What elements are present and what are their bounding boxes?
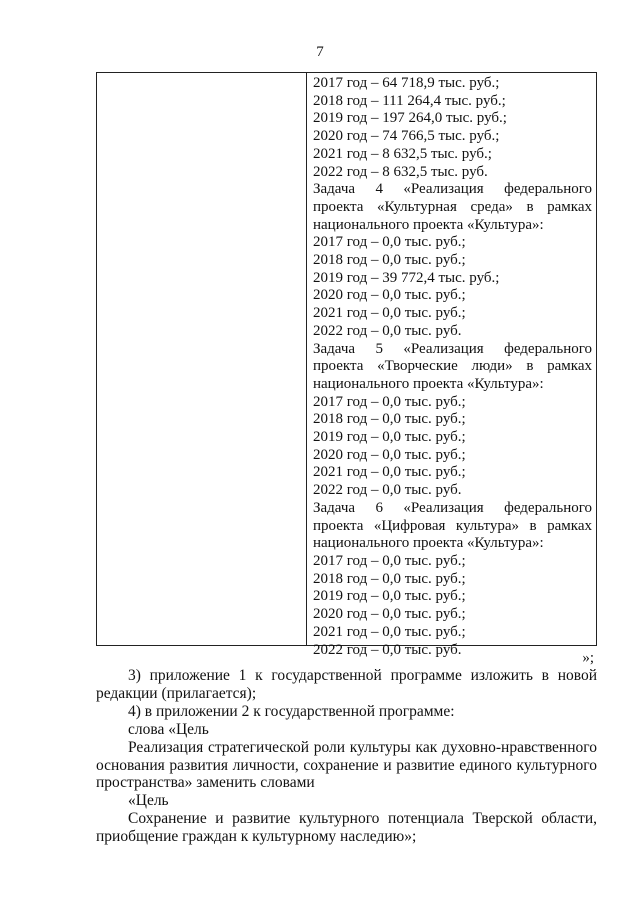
table-line: национального проекта «Культура»: bbox=[313, 375, 544, 392]
table-line: 2020 год – 0,0 тыс. руб.; bbox=[313, 446, 466, 463]
table-line: Задача 5 «Реализация федерального bbox=[313, 340, 592, 357]
table-line: 2022 год – 8 632,5 тыс. руб. bbox=[313, 163, 488, 180]
table-line: 2018 год – 0,0 тыс. руб.; bbox=[313, 570, 466, 587]
table-line: 2021 год – 8 632,5 тыс. руб.; bbox=[313, 145, 492, 162]
table-line: Задача 6 «Реализация федерального bbox=[313, 499, 592, 516]
table-line: 2022 год – 0,0 тыс. руб. bbox=[313, 322, 462, 339]
funding-table bbox=[96, 72, 597, 658]
body-text bbox=[96, 667, 597, 846]
table-line: проекта «Цифровая культура» в рамках bbox=[313, 517, 592, 534]
table-line: проекта «Культурная среда» в рамках bbox=[313, 198, 592, 215]
table-line: 2020 год – 74 766,5 тыс. руб.; bbox=[313, 128, 500, 145]
table-line: 2019 год – 197 264,0 тыс. руб.; bbox=[313, 110, 507, 127]
table-line: 2017 год – 0,0 тыс. руб.; bbox=[313, 552, 466, 569]
closing-quote: »; bbox=[582, 650, 594, 666]
table-line: национального проекта «Культура»: bbox=[313, 535, 544, 552]
paragraph-new-goal-text: Сохранение и развитие культурного потенциала Тверской области, приобщение граждан к культурному наследию»; bbox=[96, 810, 597, 846]
table-line: 2021 год – 0,0 тыс. руб.; bbox=[313, 305, 466, 322]
table-line: 2018 год – 111 264,4 тыс. руб.; bbox=[313, 92, 506, 109]
table-line: Задача 4 «Реализация федерального bbox=[313, 181, 592, 198]
paragraph-old-goal-text: Реализация стратегической роли культуры как духовно-нравственного основания развития личности, сохранение и развитие единого культурного пространства» заменить словами bbox=[96, 738, 597, 792]
paragraph-item-4: 4) в приложении 2 к государственной программе: bbox=[128, 702, 455, 720]
table-line: 2021 год – 0,0 тыс. руб.; bbox=[313, 623, 466, 640]
table-line: 2017 год – 0,0 тыс. руб.; bbox=[313, 393, 466, 410]
table-line: 2022 год – 0,0 тыс. руб. bbox=[313, 641, 462, 658]
table-line: 2019 год – 0,0 тыс. руб.; bbox=[313, 429, 466, 446]
table-line: 2018 год – 0,0 тыс. руб.; bbox=[313, 252, 466, 269]
table-line: 2018 год – 0,0 тыс. руб.; bbox=[313, 411, 466, 428]
table-line: 2019 год – 0,0 тыс. руб.; bbox=[313, 588, 466, 605]
table-line: 2021 год – 0,0 тыс. руб.; bbox=[313, 464, 466, 481]
table-line: 2019 год – 39 772,4 тыс. руб.; bbox=[313, 269, 500, 286]
table-line: 2017 год – 0,0 тыс. руб.; bbox=[313, 234, 466, 251]
table-line: 2022 год – 0,0 тыс. руб. bbox=[313, 482, 462, 499]
table-line: 2020 год – 0,0 тыс. руб.; bbox=[313, 606, 466, 623]
table-right-cell bbox=[313, 75, 592, 659]
table-column-divider bbox=[306, 73, 307, 645]
table-line: национального проекта «Культура»: bbox=[313, 216, 544, 233]
table-line: 2017 год – 64 718,9 тыс. руб.; bbox=[313, 75, 500, 91]
page-number: 7 bbox=[316, 44, 324, 60]
table-line: 2020 год – 0,0 тыс. руб.; bbox=[313, 287, 466, 304]
table-line: проекта «Творческие люди» в рамках bbox=[313, 358, 592, 375]
paragraph-item-3: 3) приложение 1 к государственной программе изложить в новой редакции (прилагается); bbox=[96, 667, 597, 702]
paragraph-new-goal-heading: «Цель bbox=[128, 792, 169, 810]
paragraph-words-goal: слова «Цель bbox=[128, 720, 209, 738]
